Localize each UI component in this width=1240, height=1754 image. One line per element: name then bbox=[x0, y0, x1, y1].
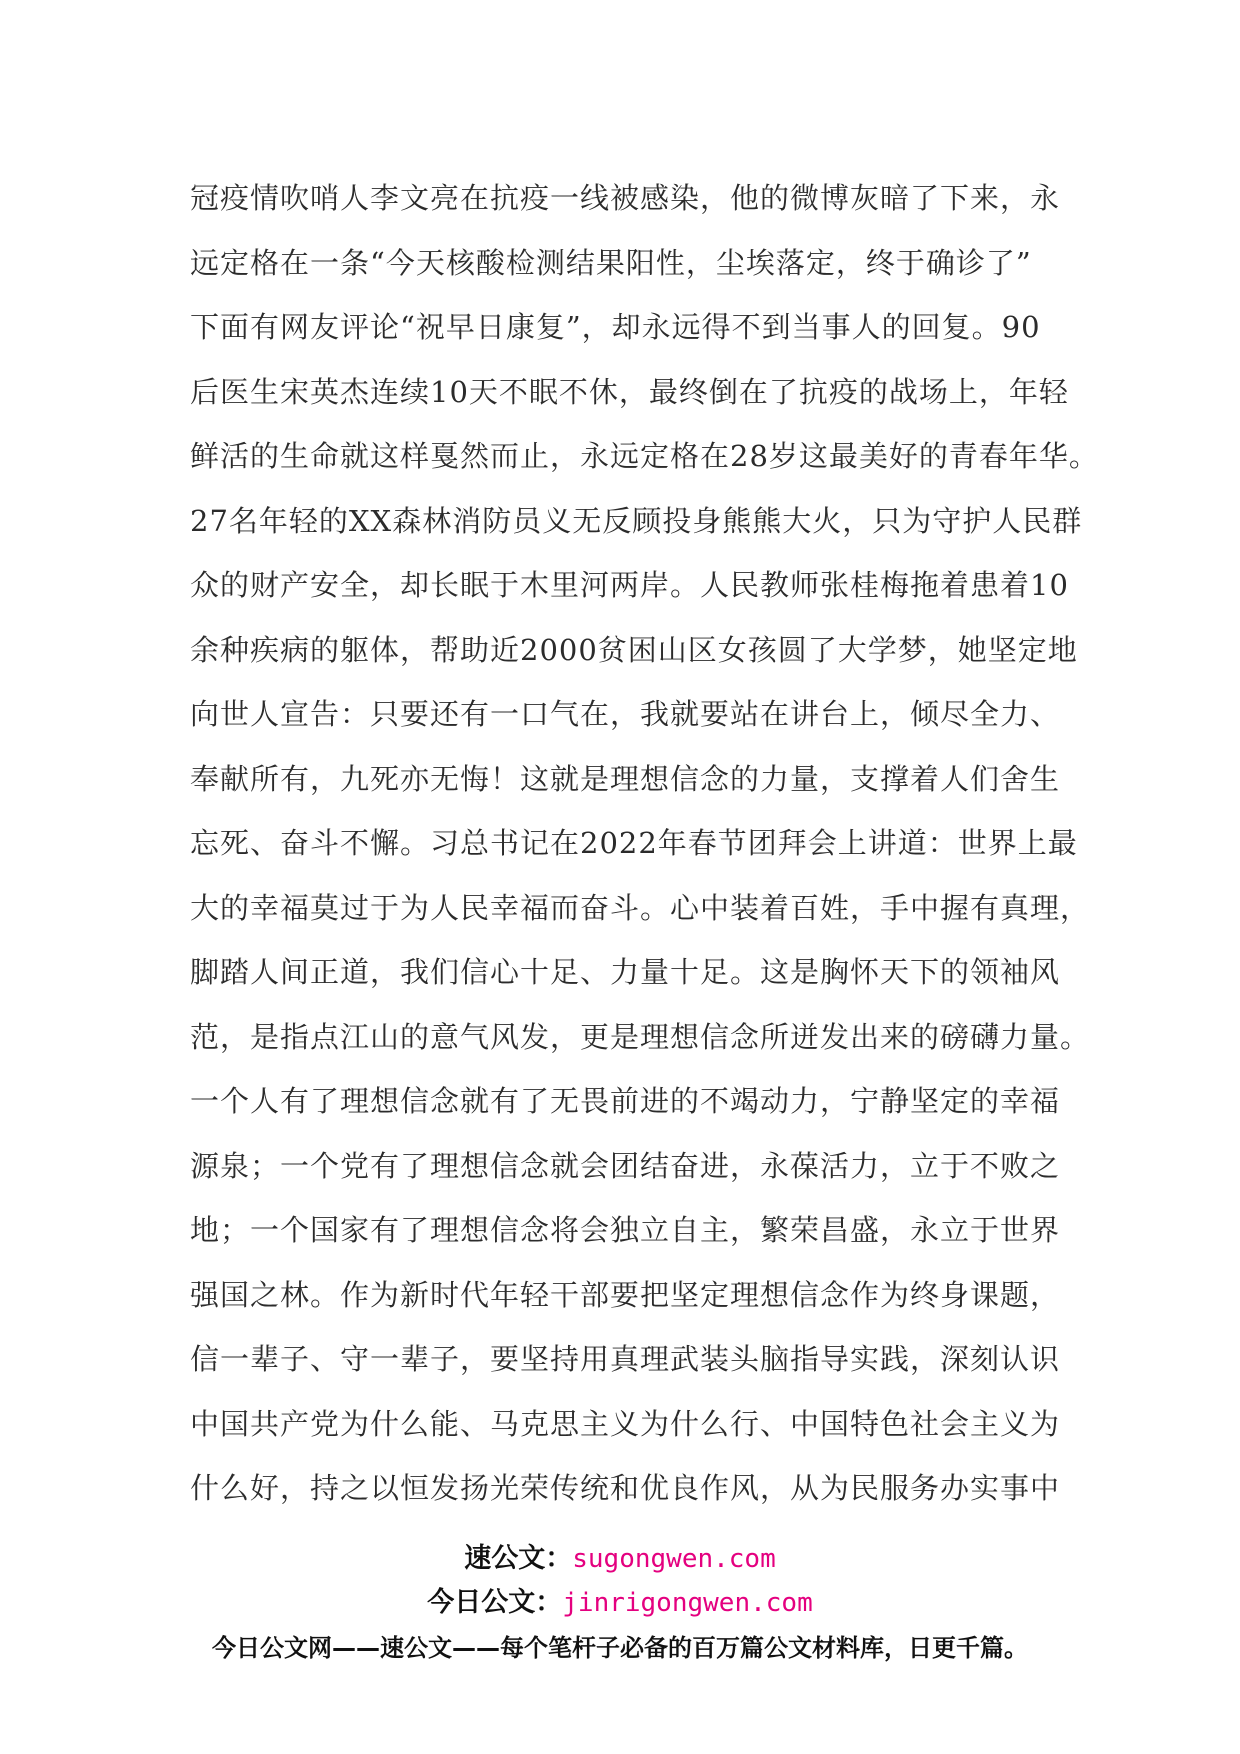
body-line: 冠疫情吹哨人李文亮在抗疫一线被感染，他的微博灰暗了下来，永 bbox=[190, 181, 1061, 215]
body-line: 大的幸福莫过于为人民幸福而奋斗。心中装着百姓，手中握有真理， bbox=[190, 890, 1091, 925]
body-line: 远定格在一条“今天核酸检测结果阳性，尘埃落定，终于确诊了” bbox=[190, 245, 1032, 280]
body-line: 忘死、奋斗不懈。习总书记在2022年春节团拜会上讲道：世界上最 bbox=[190, 826, 1078, 860]
body-line: 余种疾病的躯体，帮助近2000贫困山区女孩圆了大学梦，她坚定地 bbox=[190, 632, 1078, 667]
body-line: 向世人宣告：只要还有一口气在，我就要站在讲台上，倾尽全力、 bbox=[190, 697, 1061, 731]
body-line: 脚踏人间正道，我们信心十足、力量十足。这是胸怀天下的领袖风 bbox=[190, 955, 1061, 989]
body-line: 中国共产党为什么能、马克思主义为什么行、中国特色社会主义为 bbox=[190, 1406, 1061, 1441]
body-line: 27名年轻的XX森林消防员义无反顾投身熊熊大火，只为守护人民群 bbox=[190, 503, 1083, 538]
body-line: 众的财产安全，却长眠于木里河两岸。人民教师张桂梅拖着患着10 bbox=[190, 568, 1069, 602]
body-line: 源泉；一个党有了理想信念就会团结奋进，永葆活力，立于不败之 bbox=[190, 1148, 1061, 1183]
footer-slogan: 今日公文网——速公文——每个笔杆子必备的百万篇公文材料库，日更千篇。 bbox=[212, 1634, 1028, 1662]
footer-sugongwen-link[interactable]: sugongwen.com bbox=[572, 1544, 776, 1574]
body-line: 奉献所有，九死亦无悔！这就是理想信念的力量，支撑着人们舍生 bbox=[190, 761, 1061, 796]
body-line: 鲜活的生命就这样戛然而止，永远定格在28岁这最美好的青春年华。 bbox=[190, 439, 1099, 473]
footer-jinrigongwen-link[interactable]: jinrigongwen.com bbox=[562, 1588, 813, 1618]
body-line: 后医生宋英杰连续10天不眠不休，最终倒在了抗疫的战场上，年轻 bbox=[190, 374, 1069, 409]
body-line: 下面有网友评论“祝早日康复”，却永远得不到当事人的回复。90 bbox=[190, 310, 1041, 344]
body-text bbox=[190, 175, 1099, 1530]
body-line: 地；一个国家有了理想信念将会独立自主，繁荣昌盛，永立于世界 bbox=[190, 1213, 1061, 1247]
body-line: 一个人有了理想信念就有了无畏前进的不竭动力，宁静坚定的幸福 bbox=[190, 1084, 1061, 1118]
footer-sugongwen bbox=[0, 1536, 1240, 1575]
body-line: 什么好，持之以恒发扬光荣传统和优良作风，从为民服务办实事中 bbox=[190, 1471, 1061, 1505]
footer-sugongwen-label: 速公文： bbox=[464, 1543, 573, 1574]
footer-jinrigongwen-label: 今日公文： bbox=[427, 1587, 563, 1618]
body-line: 信一辈子、守一辈子，要坚持用真理武装头脑指导实践，深刻认识 bbox=[190, 1342, 1061, 1376]
body-line: 强国之林。作为新时代年轻干部要把坚定理想信念作为终身课题， bbox=[190, 1277, 1061, 1312]
body-line: 范，是指点江山的意气风发，更是理想信念所迸发出来的磅礴力量。 bbox=[190, 1019, 1091, 1054]
footer-jinrigongwen bbox=[0, 1580, 1240, 1619]
